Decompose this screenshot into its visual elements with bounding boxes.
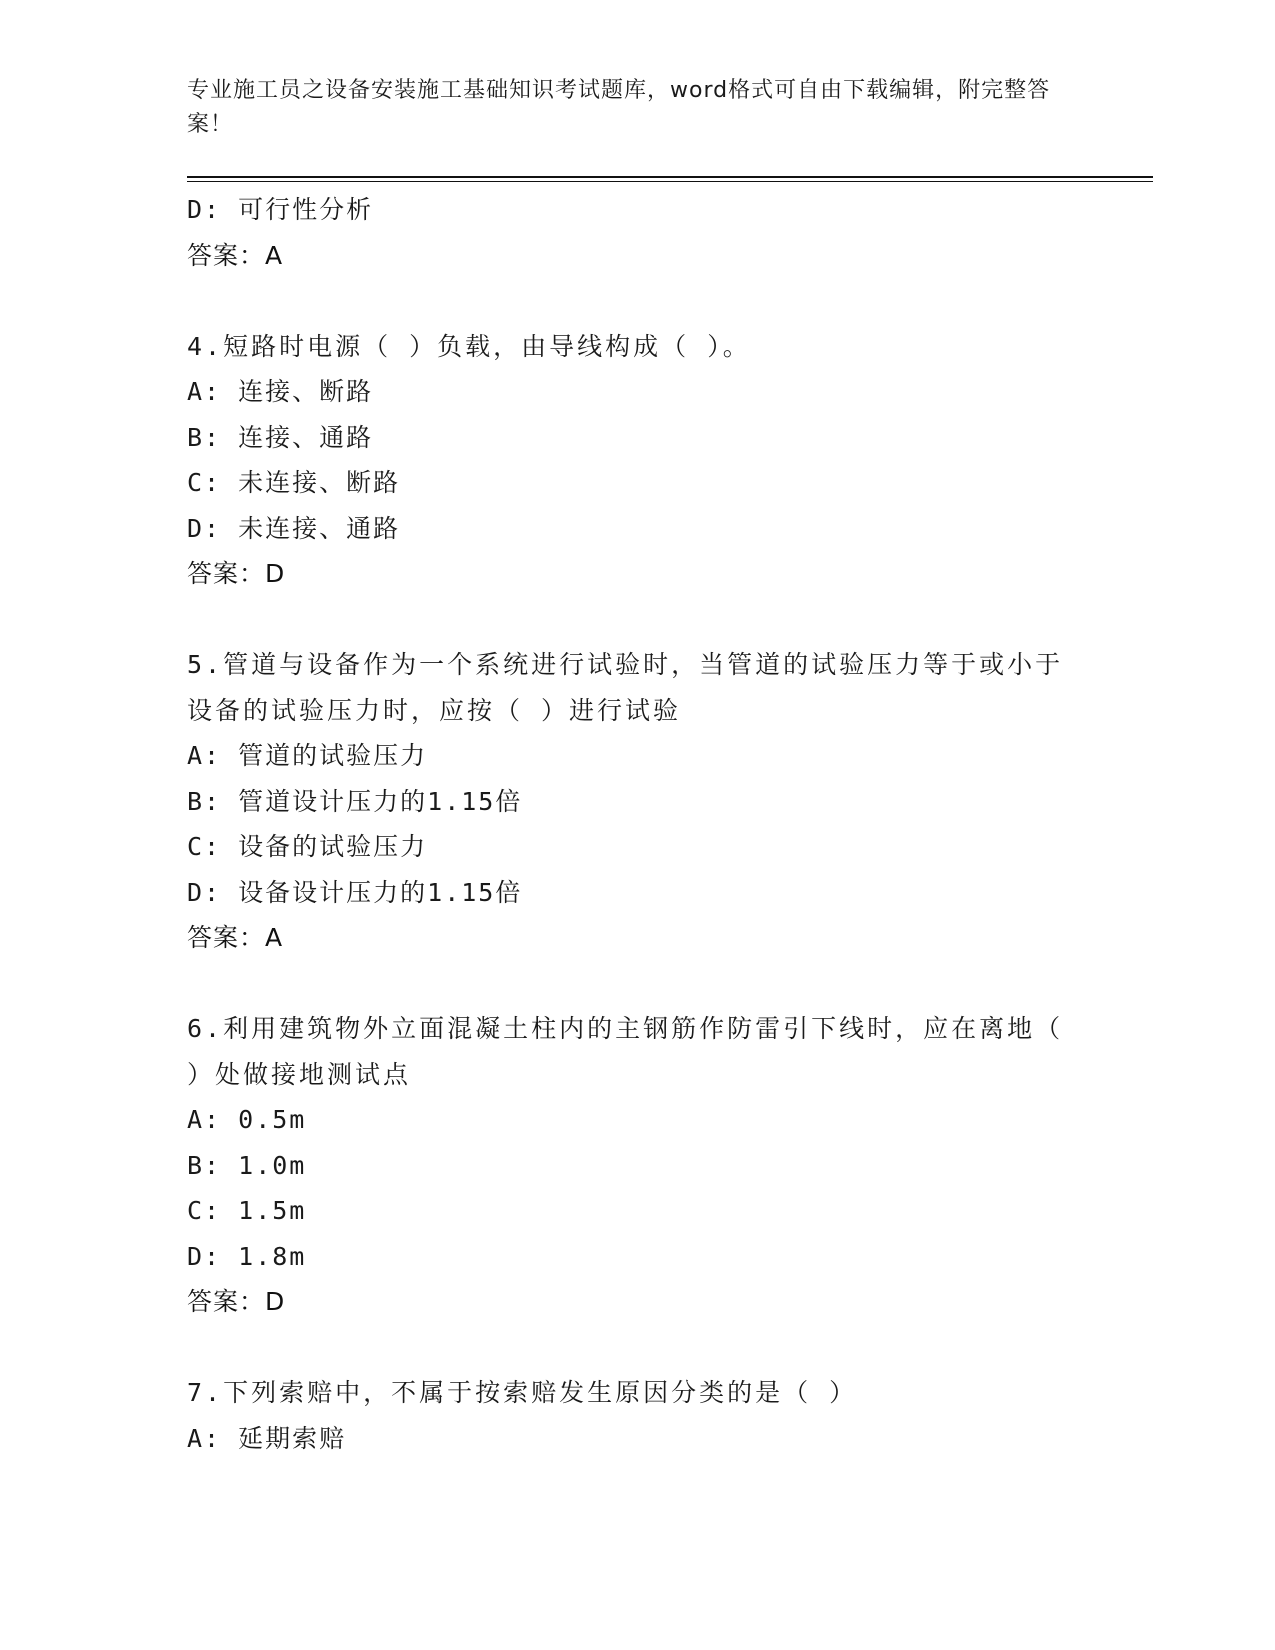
question-block-4: [187, 324, 1067, 597]
question-stem: 6.利用建筑物外立面混凝土柱内的主钢筋作防雷引下线时，应在离地（ ）处做接地测试点: [187, 1014, 1064, 1089]
option-d: D: 1.8m: [187, 1241, 307, 1271]
question-stem: 7.下列索赔中，不属于按索赔发生原因分类的是（ ）: [187, 1378, 858, 1407]
option-d: D: 可行性分析: [187, 195, 374, 224]
option-a: A: 0.5m: [187, 1105, 307, 1134]
spacer: [187, 278, 1067, 324]
option-d: D: 未连接、通路: [187, 513, 401, 543]
document-header: 专业施工员之设备安装施工基础知识考试题库，word格式可自由下载编辑，附完整答案！: [187, 78, 1051, 137]
answer: 答案：D: [187, 559, 286, 588]
question-block-7: [187, 1370, 1067, 1461]
option-a: A: 连接、断路: [187, 377, 374, 406]
option-c: C: 设备的试验压力: [187, 832, 428, 861]
option-a: A: 延期索赔: [187, 1423, 347, 1453]
question-stem: 5.管道与设备作为一个系统进行试验时，当管道的试验压力等于或小于设备的试验压力时，应按（ ）进行试验: [187, 650, 1064, 725]
option-c: C: 1.5m: [187, 1196, 307, 1225]
answer: 答案：A: [187, 923, 284, 952]
question-stem: 4.短路时电源（ ）负载，由导线构成（ ）。: [187, 331, 751, 361]
spacer: [187, 961, 1067, 1007]
option-a: A: 管道的试验压力: [187, 741, 428, 770]
answer: 答案：A: [187, 240, 284, 270]
option-b: B: 1.0m: [187, 1150, 307, 1180]
option-b: B: 管道设计压力的1.15倍: [187, 786, 523, 816]
header-divider-thick: [187, 176, 1153, 178]
question-list: [187, 187, 1067, 1461]
question-block-5: [187, 642, 1067, 961]
option-b: B: 连接、通路: [187, 422, 374, 452]
answer: 答案：D: [187, 1287, 286, 1316]
spacer: [187, 1325, 1067, 1371]
header-divider-thin: [187, 181, 1153, 182]
option-c: C: 未连接、断路: [187, 468, 401, 497]
spacer: [187, 597, 1067, 643]
option-d: D: 设备设计压力的1.15倍: [187, 877, 523, 907]
question-block-6: [187, 1006, 1067, 1325]
